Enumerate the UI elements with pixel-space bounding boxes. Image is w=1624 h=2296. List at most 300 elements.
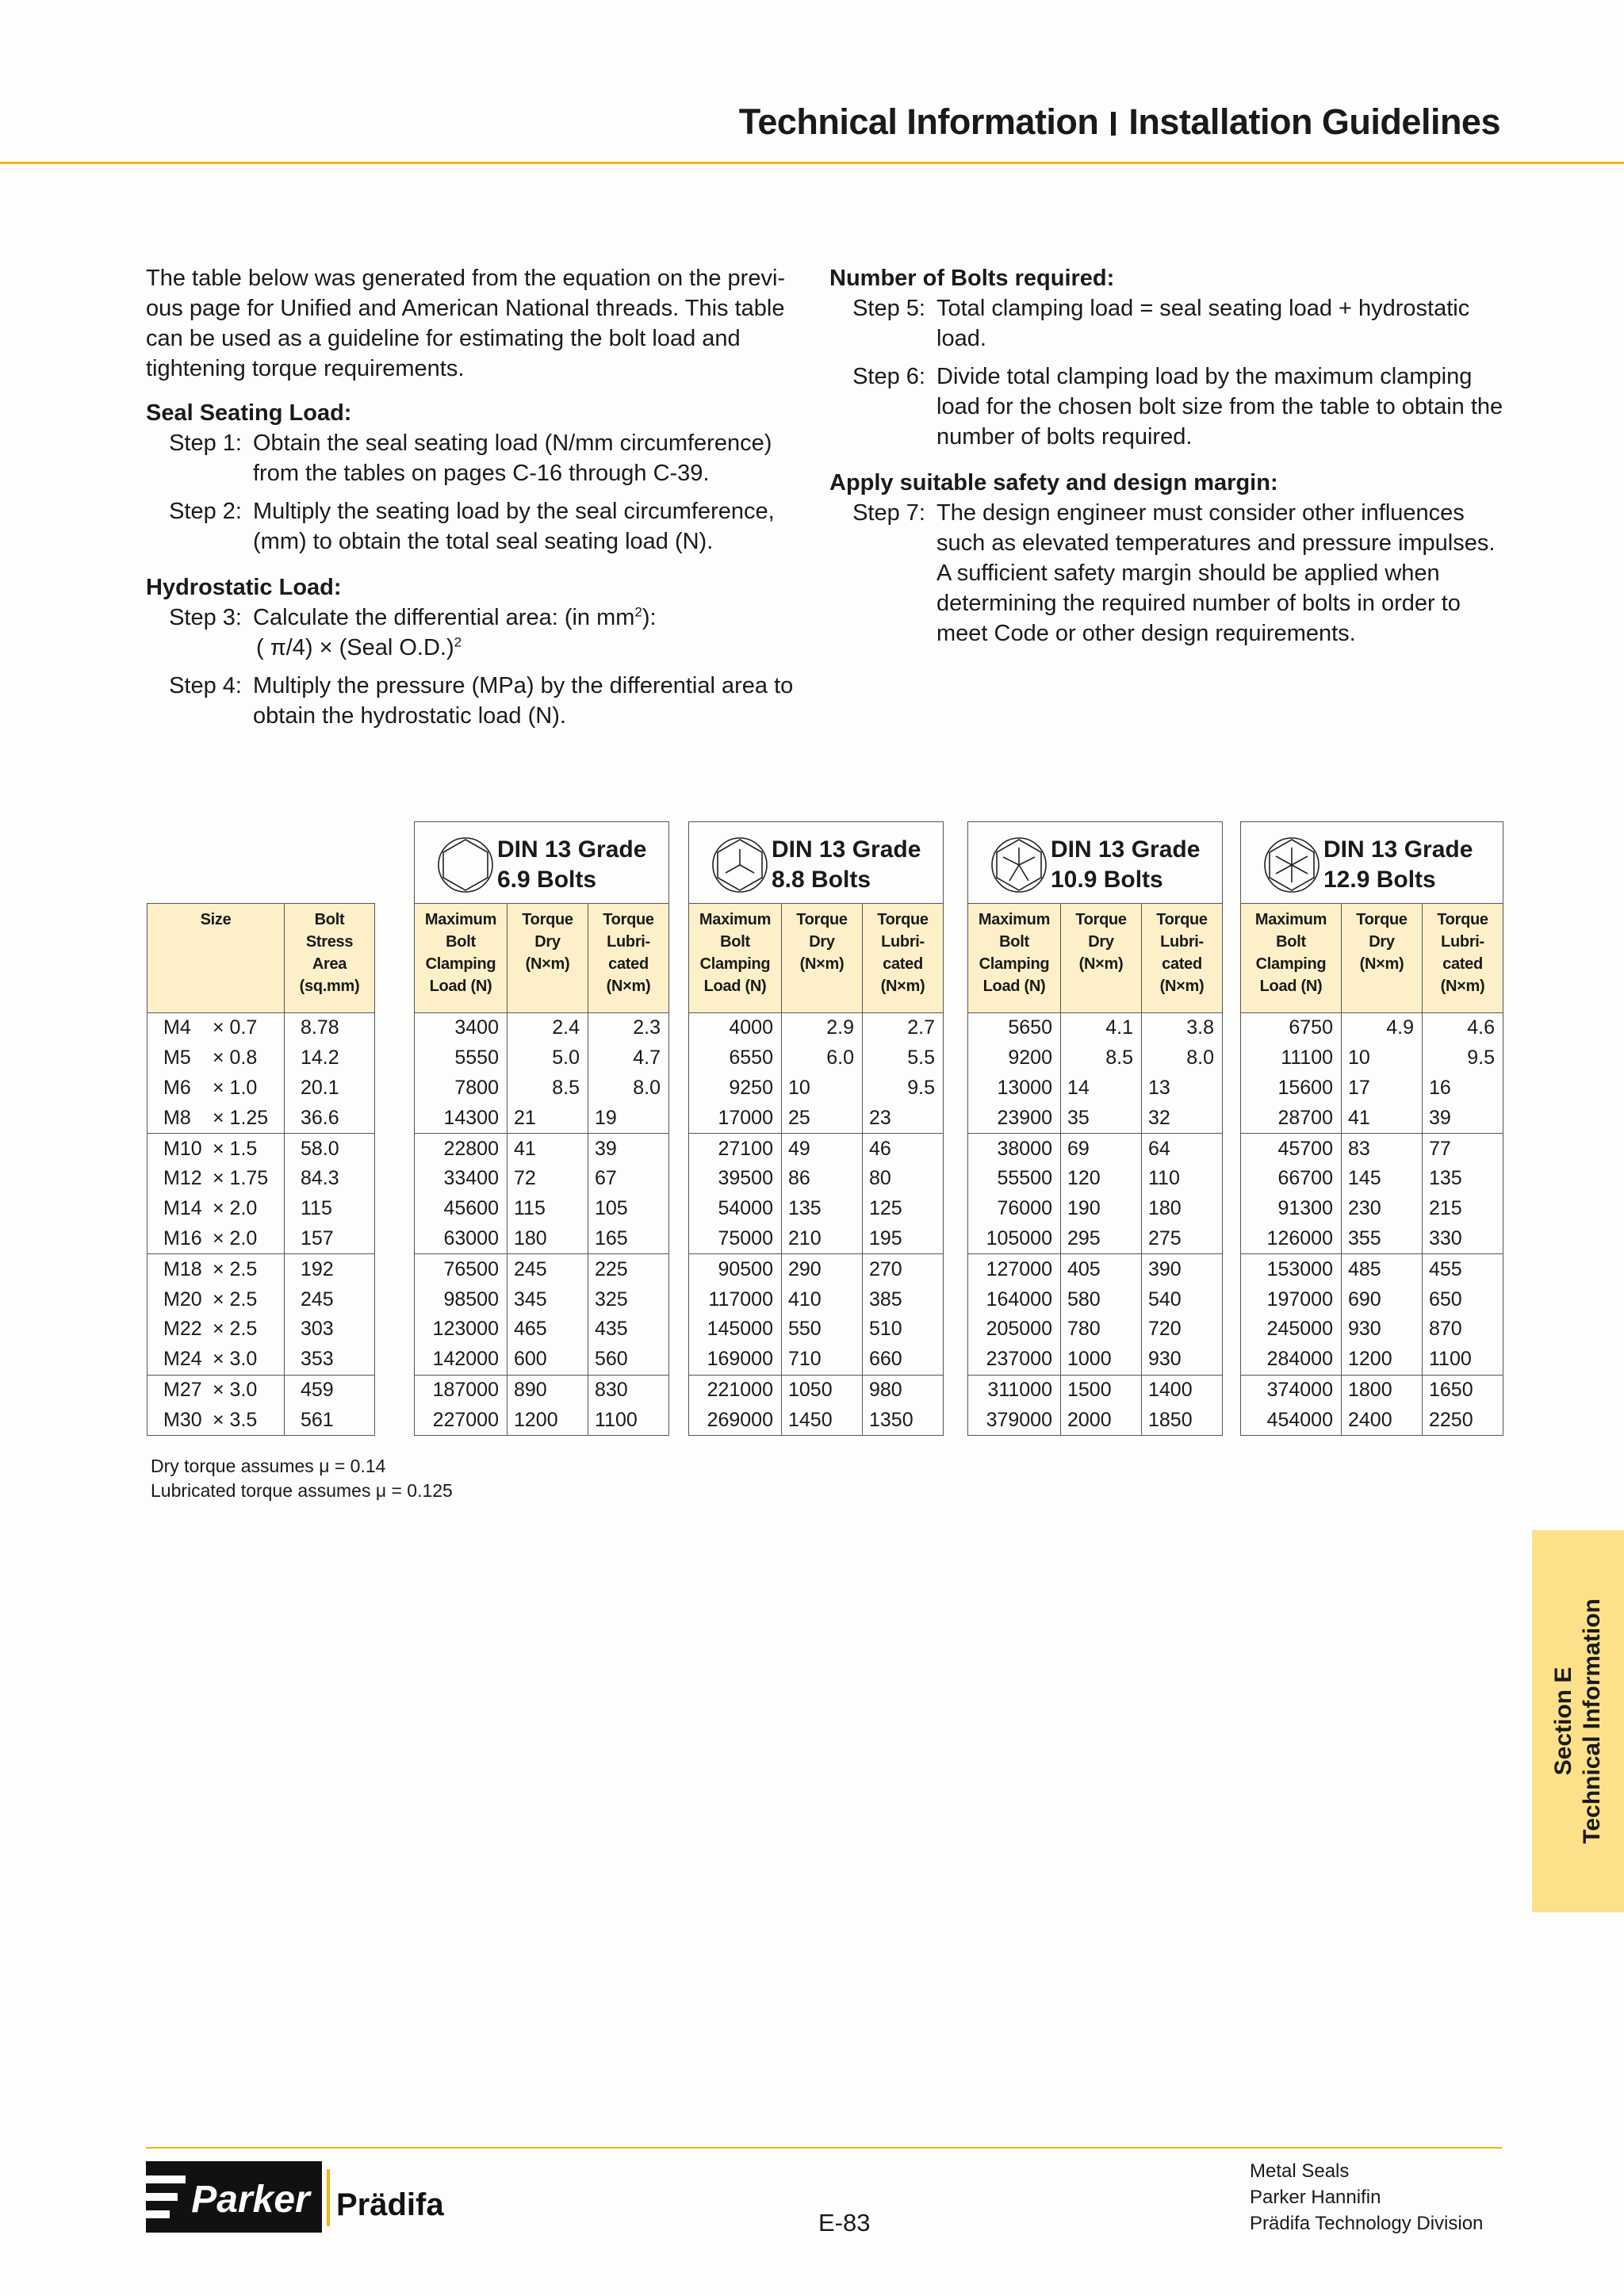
grade-6-9-title-line2: 6.9 Bolts bbox=[497, 867, 597, 893]
col-header-lub bbox=[588, 904, 669, 1013]
table-row bbox=[415, 1284, 669, 1314]
header-rule bbox=[0, 162, 1624, 164]
lub-cell: 270 bbox=[863, 1254, 944, 1284]
size-cell bbox=[147, 1103, 285, 1133]
table-row bbox=[689, 1073, 944, 1104]
hdr-line: Bolt bbox=[446, 933, 476, 951]
pitch-label: × 1.25 bbox=[213, 1106, 269, 1129]
load-cell: 6750 bbox=[1241, 1013, 1342, 1043]
load-cell: 142000 bbox=[415, 1345, 508, 1375]
load-cell: 117000 bbox=[689, 1284, 782, 1314]
right-text-column bbox=[829, 263, 1503, 656]
lub-cell: 64 bbox=[1142, 1134, 1223, 1164]
table-row bbox=[147, 1375, 375, 1405]
side-tab-label bbox=[1549, 1598, 1607, 1843]
table-row bbox=[1241, 1314, 1503, 1345]
dry-cell: 1000 bbox=[1061, 1345, 1142, 1375]
grade-8-8-title bbox=[772, 835, 921, 895]
table-row bbox=[968, 1254, 1223, 1284]
hdr-line: Clamping bbox=[425, 955, 496, 973]
lub-cell: 9.5 bbox=[1423, 1043, 1503, 1073]
stress-area-cell: 20.1 bbox=[285, 1073, 375, 1104]
header-separator bbox=[1111, 112, 1116, 136]
table-row bbox=[147, 1043, 375, 1073]
load-cell: 66700 bbox=[1241, 1164, 1342, 1194]
step-3-text bbox=[253, 603, 796, 663]
stress-area-cell: 192 bbox=[285, 1254, 375, 1284]
table-row bbox=[147, 1284, 375, 1314]
dry-cell: 1500 bbox=[1061, 1375, 1142, 1405]
lub-cell: 4.6 bbox=[1423, 1013, 1503, 1043]
dry-cell: 145 bbox=[1342, 1164, 1423, 1194]
hdr-line: Torque bbox=[1075, 911, 1127, 928]
table-row bbox=[415, 1375, 669, 1405]
stress-area-cell: 36.6 bbox=[285, 1103, 375, 1133]
hdr-line: Torque bbox=[796, 911, 848, 928]
header-title-right: Installation Guidelines bbox=[1128, 101, 1500, 142]
grade-10-9-table bbox=[967, 903, 1223, 1436]
load-cell: 454000 bbox=[1241, 1405, 1342, 1435]
stress-area-cell: 245 bbox=[285, 1284, 375, 1314]
step-5-text: Total clamping load = seal seating load + hydrostatic load. bbox=[936, 296, 1470, 351]
size-label: M16 bbox=[163, 1226, 202, 1249]
lub-cell: 39 bbox=[1423, 1103, 1503, 1133]
table-row bbox=[968, 1314, 1223, 1345]
brand-text: Prädifa bbox=[336, 2187, 444, 2222]
stress-area-cell: 115 bbox=[285, 1194, 375, 1224]
load-cell: 6550 bbox=[689, 1043, 782, 1073]
dry-cell: 710 bbox=[782, 1345, 863, 1375]
safety-heading: Apply suitable safety and design margin: bbox=[829, 470, 1278, 496]
load-cell: 33400 bbox=[415, 1164, 508, 1194]
col-header-load bbox=[415, 904, 508, 1013]
size-label: M10 bbox=[163, 1137, 202, 1160]
hdr-line: Torque bbox=[603, 911, 654, 928]
hdr-line: (N×m) bbox=[1440, 978, 1485, 995]
table-row bbox=[147, 1134, 375, 1164]
dry-cell: 8.5 bbox=[508, 1073, 588, 1104]
step-1-label: Step 1: bbox=[169, 430, 242, 456]
dry-cell: 21 bbox=[508, 1103, 588, 1133]
col-header-dry bbox=[1342, 904, 1423, 1013]
dry-cell: 49 bbox=[782, 1134, 863, 1164]
lub-cell: 105 bbox=[588, 1194, 669, 1224]
stress-area-cell: 157 bbox=[285, 1224, 375, 1254]
lub-cell: 3.8 bbox=[1142, 1013, 1223, 1043]
hdr-line: Bolt bbox=[999, 933, 1029, 951]
table-row bbox=[968, 1013, 1223, 1043]
table-row bbox=[689, 1254, 944, 1284]
table-row bbox=[147, 1013, 375, 1043]
hdr-line: Maximum bbox=[978, 911, 1051, 928]
dry-cell: 410 bbox=[782, 1284, 863, 1314]
load-cell: 7800 bbox=[415, 1073, 508, 1104]
hdr-line: Load (N) bbox=[429, 978, 492, 995]
load-cell: 91300 bbox=[1241, 1194, 1342, 1224]
load-cell: 28700 bbox=[1241, 1103, 1342, 1133]
load-cell: 38000 bbox=[968, 1134, 1061, 1164]
dry-cell: 890 bbox=[508, 1375, 588, 1405]
grade-12-9-title-line1: DIN 13 Grade bbox=[1323, 836, 1473, 863]
dry-cell: 355 bbox=[1342, 1224, 1423, 1254]
footer-info bbox=[1250, 2158, 1483, 2237]
table-row bbox=[415, 1134, 669, 1164]
size-cell bbox=[147, 1164, 285, 1194]
hdr-line: Bolt bbox=[1276, 933, 1306, 951]
section-side-tab bbox=[1532, 1530, 1624, 1912]
hdr-line: Dry bbox=[1369, 933, 1395, 951]
size-cell bbox=[147, 1194, 285, 1224]
lub-cell: 1100 bbox=[588, 1405, 669, 1435]
pitch-label: × 0.7 bbox=[213, 1016, 258, 1039]
load-cell: 227000 bbox=[415, 1405, 508, 1435]
lub-cell: 225 bbox=[588, 1254, 669, 1284]
size-cell bbox=[147, 1134, 285, 1164]
table-row bbox=[1241, 1194, 1503, 1224]
hdr-line: Load (N) bbox=[982, 978, 1046, 995]
dry-cell: 83 bbox=[1342, 1134, 1423, 1164]
grade-10-9-title-box bbox=[967, 821, 1223, 903]
lub-cell: 1650 bbox=[1423, 1375, 1503, 1405]
dry-cell: 69 bbox=[1061, 1134, 1142, 1164]
table-row bbox=[147, 1314, 375, 1345]
header-title-left: Technical Information bbox=[738, 101, 1099, 142]
load-cell: 54000 bbox=[689, 1194, 782, 1224]
load-cell: 11100 bbox=[1241, 1043, 1342, 1073]
col-header-lub bbox=[863, 904, 944, 1013]
step-3-text-main: Calculate the differential area: (in mm bbox=[253, 605, 635, 630]
table-row bbox=[689, 1405, 944, 1435]
load-cell: 9200 bbox=[968, 1043, 1061, 1073]
dry-cell: 8.5 bbox=[1061, 1043, 1142, 1073]
hdr-line: (N×m) bbox=[1078, 955, 1124, 973]
table-row bbox=[1241, 1405, 1503, 1435]
table-row bbox=[415, 1194, 669, 1224]
number-of-bolts-heading: Number of Bolts required: bbox=[829, 266, 1115, 291]
load-cell: 22800 bbox=[415, 1134, 508, 1164]
table-row bbox=[689, 1134, 944, 1164]
lub-cell: 2.7 bbox=[863, 1013, 944, 1043]
lub-cell: 275 bbox=[1142, 1224, 1223, 1254]
load-cell: 45700 bbox=[1241, 1134, 1342, 1164]
step-6-label: Step 6: bbox=[852, 364, 925, 389]
dry-cell: 485 bbox=[1342, 1254, 1423, 1284]
hex-bolt-icon bbox=[1263, 836, 1320, 894]
hdr-line: Clamping bbox=[979, 955, 1050, 973]
lub-cell: 19 bbox=[588, 1103, 669, 1133]
stress-area-cell: 353 bbox=[285, 1345, 375, 1375]
col-header-load bbox=[968, 904, 1061, 1013]
intro-paragraph: The table below was generated from the equation on the previ-ous page for Unified and American National threads. This table can be used as a guideline for estimating the bolt load and tightening torque requirements. bbox=[146, 266, 786, 381]
lub-cell: 1350 bbox=[863, 1405, 944, 1435]
size-cell bbox=[147, 1375, 285, 1405]
load-cell: 237000 bbox=[968, 1345, 1061, 1375]
hydrostatic-heading: Hydrostatic Load: bbox=[146, 575, 342, 600]
lub-cell: 80 bbox=[863, 1164, 944, 1194]
formula-text: ( π/4) × (Seal O.D.) bbox=[256, 635, 454, 660]
grade-10-9-title-line1: DIN 13 Grade bbox=[1051, 836, 1201, 863]
hdr-line: Bolt bbox=[314, 911, 345, 928]
hdr-line: Maximum bbox=[424, 911, 497, 928]
grade-6-9-title bbox=[497, 835, 646, 895]
lub-cell: 830 bbox=[588, 1375, 669, 1405]
dry-cell: 290 bbox=[782, 1254, 863, 1284]
table-row bbox=[968, 1224, 1223, 1254]
dry-cell: 345 bbox=[508, 1284, 588, 1314]
col-header-load bbox=[689, 904, 782, 1013]
load-cell: 127000 bbox=[968, 1254, 1061, 1284]
table-row bbox=[415, 1224, 669, 1254]
lub-cell: 325 bbox=[588, 1284, 669, 1314]
lub-cell: 1850 bbox=[1142, 1405, 1223, 1435]
table-row bbox=[689, 1375, 944, 1405]
logo-text: Parker bbox=[191, 2179, 310, 2221]
lub-cell: 67 bbox=[588, 1164, 669, 1194]
dry-cell: 1450 bbox=[782, 1405, 863, 1435]
side-tab-line1: Section E bbox=[1550, 1667, 1576, 1776]
hdr-line: Bolt bbox=[720, 933, 750, 951]
hdr-line: Dry bbox=[1088, 933, 1114, 951]
load-cell: 374000 bbox=[1241, 1375, 1342, 1405]
load-cell: 169000 bbox=[689, 1345, 782, 1375]
dry-cell: 10 bbox=[782, 1073, 863, 1104]
lub-cell: 2250 bbox=[1423, 1405, 1503, 1435]
size-label: M4 bbox=[163, 1016, 191, 1039]
dry-cell: 780 bbox=[1061, 1314, 1142, 1345]
dry-cell: 1200 bbox=[508, 1405, 588, 1435]
table-row bbox=[415, 1345, 669, 1375]
table-row bbox=[968, 1164, 1223, 1194]
dry-cell: 10 bbox=[1342, 1043, 1423, 1073]
load-cell: 126000 bbox=[1241, 1224, 1342, 1254]
table-row bbox=[415, 1254, 669, 1284]
step-3-formula bbox=[253, 635, 462, 660]
pitch-label: × 2.0 bbox=[213, 1226, 258, 1249]
bolt-size-table bbox=[147, 903, 375, 1436]
table-row bbox=[147, 1103, 375, 1133]
stress-area-cell: 459 bbox=[285, 1375, 375, 1405]
load-cell: 197000 bbox=[1241, 1284, 1342, 1314]
table-row bbox=[1241, 1103, 1503, 1133]
load-cell: 98500 bbox=[415, 1284, 508, 1314]
hdr-line: (N×m) bbox=[525, 955, 570, 973]
col-header-dry bbox=[782, 904, 863, 1013]
hdr-line: Dry bbox=[809, 933, 835, 951]
lub-cell: 165 bbox=[588, 1224, 669, 1254]
table-row bbox=[1241, 1254, 1503, 1284]
lub-cell: 980 bbox=[863, 1375, 944, 1405]
size-label: M6 bbox=[163, 1076, 191, 1099]
load-cell: 5550 bbox=[415, 1043, 508, 1073]
step-2 bbox=[146, 496, 796, 557]
lub-cell: 1100 bbox=[1423, 1345, 1503, 1375]
dry-cell: 930 bbox=[1342, 1314, 1423, 1345]
hdr-line: cated bbox=[1442, 955, 1483, 973]
dry-cell: 135 bbox=[782, 1194, 863, 1224]
hdr-line: Torque bbox=[1437, 911, 1488, 928]
step-3-label: Step 3: bbox=[169, 605, 242, 630]
pitch-label: × 2.0 bbox=[213, 1197, 258, 1220]
lub-cell: 330 bbox=[1423, 1224, 1503, 1254]
step-4-label: Step 4: bbox=[169, 673, 242, 698]
footer-info-line: Parker Hannifin bbox=[1250, 2187, 1381, 2208]
hdr-line: cated bbox=[1162, 955, 1202, 973]
table-row bbox=[1241, 1284, 1503, 1314]
pitch-label: × 2.5 bbox=[213, 1288, 258, 1311]
load-cell: 123000 bbox=[415, 1314, 508, 1345]
hdr-line: Torque bbox=[1356, 911, 1408, 928]
pitch-label: × 2.5 bbox=[213, 1257, 258, 1280]
hex-bolt-icon bbox=[990, 836, 1048, 894]
parker-logo-icon bbox=[146, 2161, 444, 2233]
table-row bbox=[415, 1103, 669, 1133]
lub-cell: 650 bbox=[1423, 1284, 1503, 1314]
size-cell bbox=[147, 1224, 285, 1254]
step-7-text: The design engineer must consider other influences such as elevated temperatures and pressure impulses. A sufficient safety margin should be applied when determining the required number of bolts in order to meet Code or other design requirements. bbox=[936, 500, 1496, 646]
table-row bbox=[689, 1164, 944, 1194]
table-row bbox=[415, 1314, 669, 1345]
step-5-label: Step 5: bbox=[852, 296, 925, 321]
hdr-line: Lubri- bbox=[607, 933, 650, 951]
lub-cell: 8.0 bbox=[1142, 1043, 1223, 1073]
grade-6-9-table bbox=[414, 903, 669, 1436]
table-row bbox=[689, 1194, 944, 1224]
hdr-line: Maximum bbox=[1254, 911, 1327, 928]
left-text-column bbox=[146, 263, 796, 739]
lub-cell: 4.7 bbox=[588, 1043, 669, 1073]
lub-cell: 9.5 bbox=[863, 1073, 944, 1104]
dry-cell: 17 bbox=[1342, 1073, 1423, 1104]
stress-area-cell: 8.78 bbox=[285, 1013, 375, 1043]
table-row bbox=[968, 1345, 1223, 1375]
step-6 bbox=[829, 362, 1503, 452]
pitch-label: × 2.5 bbox=[213, 1318, 258, 1341]
size-label: M27 bbox=[163, 1378, 202, 1401]
table-row bbox=[415, 1073, 669, 1104]
dry-cell: 465 bbox=[508, 1314, 588, 1345]
size-label: M24 bbox=[163, 1348, 202, 1371]
table-row bbox=[1241, 1164, 1503, 1194]
size-cell bbox=[147, 1345, 285, 1375]
load-cell: 379000 bbox=[968, 1405, 1061, 1435]
grade-8-8-title-box bbox=[688, 821, 944, 903]
size-cell bbox=[147, 1405, 285, 1435]
dry-cell: 72 bbox=[508, 1164, 588, 1194]
step-2-label: Step 2: bbox=[169, 499, 242, 524]
dry-cell: 4.9 bbox=[1342, 1013, 1423, 1043]
page-header-title bbox=[739, 101, 1500, 143]
dry-cell: 5.0 bbox=[508, 1043, 588, 1073]
size-cell bbox=[147, 1073, 285, 1104]
table-row bbox=[968, 1043, 1223, 1073]
lub-cell: 1400 bbox=[1142, 1375, 1223, 1405]
col-header-dry bbox=[1061, 904, 1142, 1013]
footer-info-line: Prädifa Technology Division bbox=[1250, 2213, 1484, 2234]
dry-cell: 41 bbox=[508, 1134, 588, 1164]
hdr-line: Lubri- bbox=[1160, 933, 1204, 951]
seal-seating-heading: Seal Seating Load: bbox=[146, 400, 352, 426]
table-row bbox=[147, 1254, 375, 1284]
lub-cell: 46 bbox=[863, 1134, 944, 1164]
table-row bbox=[415, 1013, 669, 1043]
dry-cell: 210 bbox=[782, 1224, 863, 1254]
dry-cell: 14 bbox=[1061, 1073, 1142, 1104]
table-row bbox=[147, 1164, 375, 1194]
dry-cell: 41 bbox=[1342, 1103, 1423, 1133]
table-row bbox=[689, 1224, 944, 1254]
dry-cell: 295 bbox=[1061, 1224, 1142, 1254]
load-cell: 145000 bbox=[689, 1314, 782, 1345]
lub-cell: 390 bbox=[1142, 1254, 1223, 1284]
load-cell: 269000 bbox=[689, 1405, 782, 1435]
hdr-line: cated bbox=[883, 955, 923, 973]
pitch-label: × 3.0 bbox=[213, 1378, 258, 1401]
lub-cell: 23 bbox=[863, 1103, 944, 1133]
load-cell: 311000 bbox=[968, 1375, 1061, 1405]
table-row bbox=[415, 1043, 669, 1073]
load-cell: 153000 bbox=[1241, 1254, 1342, 1284]
size-cell bbox=[147, 1254, 285, 1284]
lub-cell: 180 bbox=[1142, 1194, 1223, 1224]
size-label: M12 bbox=[163, 1167, 202, 1190]
lub-cell: 510 bbox=[863, 1314, 944, 1345]
load-cell: 4000 bbox=[689, 1013, 782, 1043]
lub-cell: 13 bbox=[1142, 1073, 1223, 1104]
hdr-line: Clamping bbox=[1255, 955, 1327, 973]
lub-cell: 5.5 bbox=[863, 1043, 944, 1073]
table-row bbox=[1241, 1043, 1503, 1073]
table-row bbox=[1241, 1224, 1503, 1254]
dry-cell: 690 bbox=[1342, 1284, 1423, 1314]
lub-cell: 32 bbox=[1142, 1103, 1223, 1133]
hdr-line: Load (N) bbox=[703, 978, 767, 995]
hdr-line: Stress bbox=[305, 933, 354, 951]
lub-cell: 660 bbox=[863, 1345, 944, 1375]
table-row bbox=[147, 1345, 375, 1375]
hdr-line: Torque bbox=[522, 911, 573, 928]
dry-cell: 2000 bbox=[1061, 1405, 1142, 1435]
table-row bbox=[147, 1073, 375, 1104]
table-row bbox=[968, 1103, 1223, 1133]
col-header-size: Size bbox=[147, 904, 285, 1013]
lub-cell: 16 bbox=[1423, 1073, 1503, 1104]
lubricated-torque-note: Lubricated torque assumes μ = 0.125 bbox=[151, 1480, 453, 1501]
dry-cell: 600 bbox=[508, 1345, 588, 1375]
dry-cell: 245 bbox=[508, 1254, 588, 1284]
dry-cell: 35 bbox=[1061, 1103, 1142, 1133]
load-cell: 164000 bbox=[968, 1284, 1061, 1314]
dry-cell: 180 bbox=[508, 1224, 588, 1254]
hdr-line: (N×m) bbox=[606, 978, 651, 995]
lub-cell: 540 bbox=[1142, 1284, 1223, 1314]
stress-area-cell: 303 bbox=[285, 1314, 375, 1345]
pitch-label: × 1.0 bbox=[213, 1076, 258, 1099]
load-cell: 14300 bbox=[415, 1103, 508, 1133]
load-cell: 90500 bbox=[689, 1254, 782, 1284]
lub-cell: 110 bbox=[1142, 1164, 1223, 1194]
hdr-line: Lubri- bbox=[1441, 933, 1484, 951]
hdr-line: Maximum bbox=[699, 911, 772, 928]
table-row bbox=[968, 1284, 1223, 1314]
load-cell: 63000 bbox=[415, 1224, 508, 1254]
hex-bolt-icon bbox=[437, 836, 494, 894]
lub-cell: 870 bbox=[1423, 1314, 1503, 1345]
stress-area-cell: 561 bbox=[285, 1405, 375, 1435]
lub-cell: 195 bbox=[863, 1224, 944, 1254]
dry-cell: 120 bbox=[1061, 1164, 1142, 1194]
table-row bbox=[968, 1405, 1223, 1435]
lub-cell: 77 bbox=[1423, 1134, 1503, 1164]
